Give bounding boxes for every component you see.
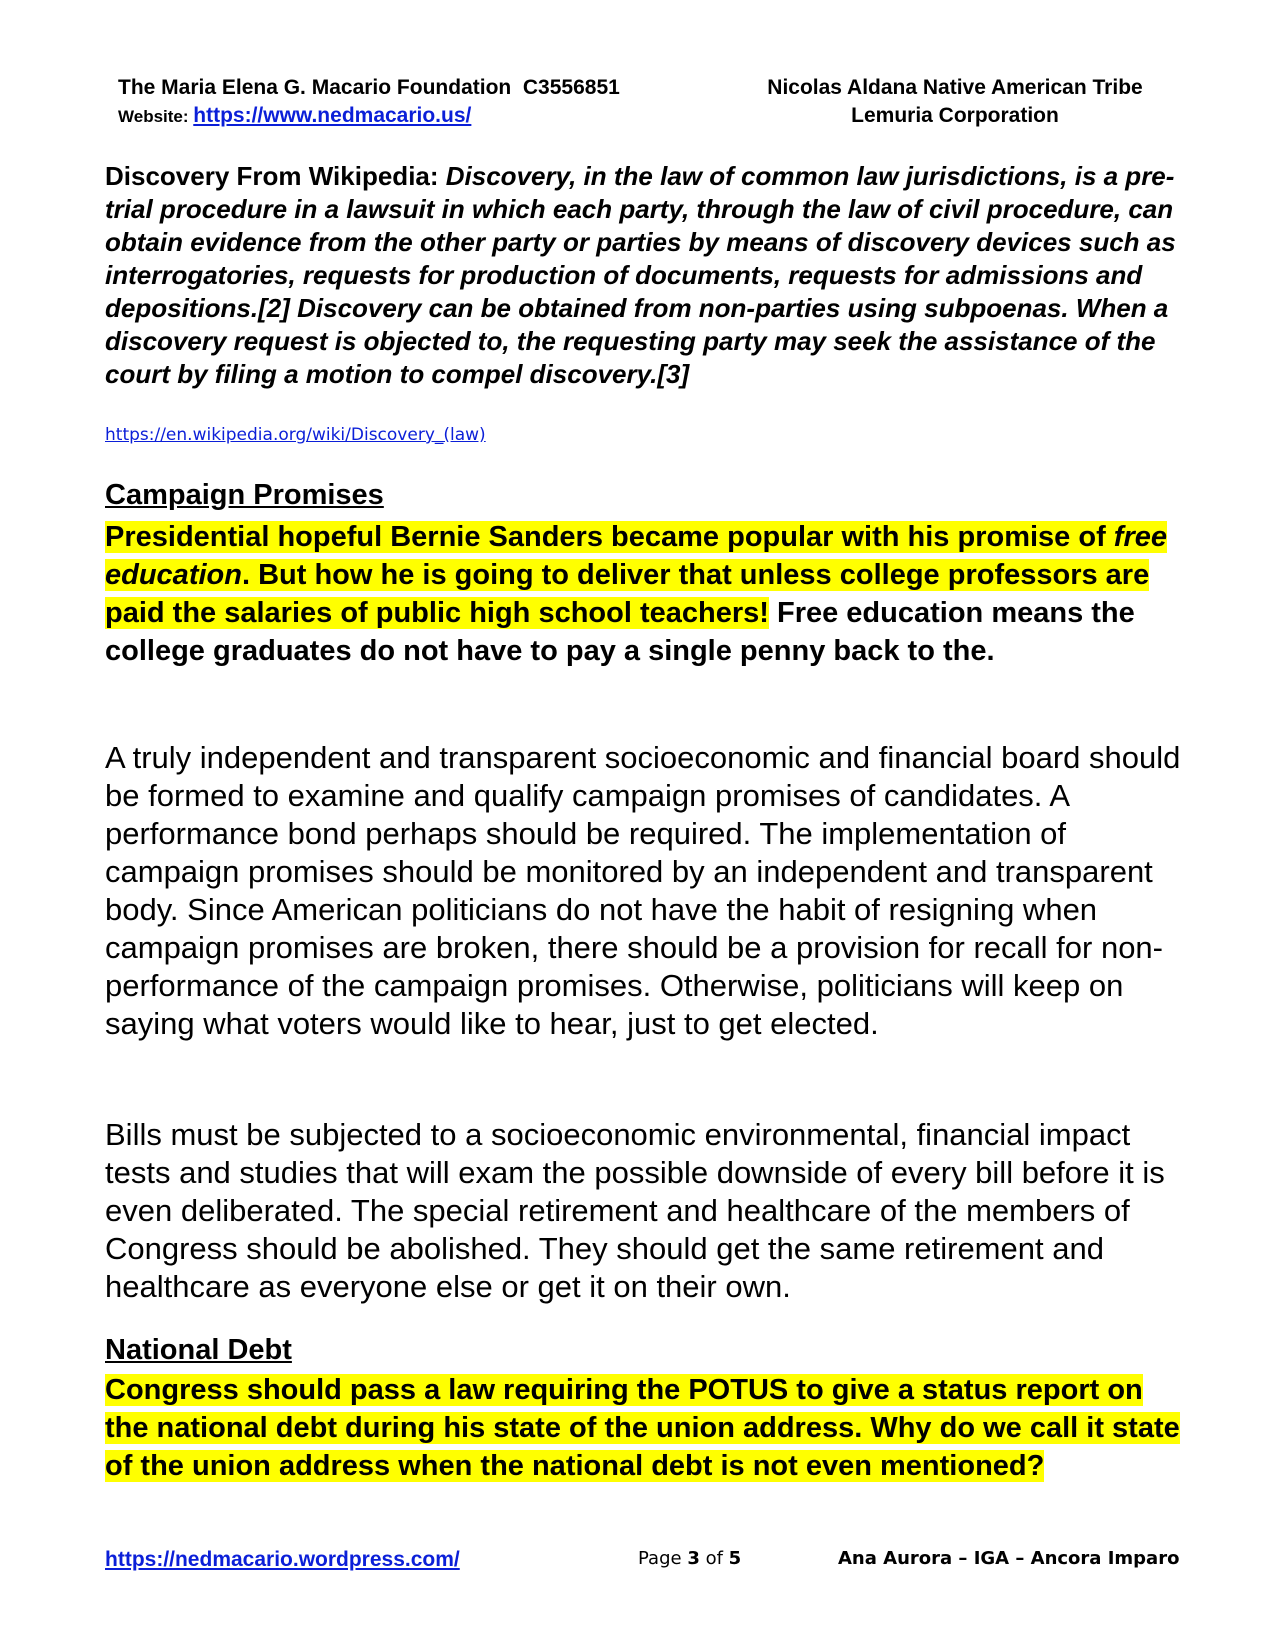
footer-attribution: Ana Aurora – IGA – Ancora Imparo bbox=[838, 1548, 1180, 1569]
campaign-highlight-paragraph bbox=[105, 518, 1185, 670]
discovery-quote: Discovery, in the law of common law jurisdictions, is a pre-trial procedure in a lawsuit in which each party, through the law of civil procedure, can obtain evidence from the other party or parties by means of discovery devices such as interrogatories, requests for production of documents, requests for admissions and depositions.[2] Discovery can be obtained from non-parties using subpoenas. When a discovery request is objected to, the requesting party may seek the assistance of the court by filing a motion to compel discovery.[3] bbox=[105, 161, 1176, 389]
discovery-paragraph bbox=[105, 160, 1185, 391]
website-label: Website: bbox=[118, 107, 194, 126]
page-number bbox=[638, 1548, 741, 1569]
website-link[interactable]: https://www.nedmacario.us/ bbox=[193, 104, 472, 127]
campaign-paragraph-2: Bills must be subjected to a socioeconomic environmental, financial impact tests and studies that will exam the possible downside of every bill before it is even deliberated. The special retirement and healthcare of the members of Congress should be abolished. They should get the same retirement and healthcare as everyone else or get it on their own. bbox=[105, 1117, 1165, 1304]
national-debt-paragraph bbox=[105, 1371, 1185, 1485]
footer-link[interactable]: https://nedmacario.wordpress.com/ bbox=[105, 1548, 460, 1571]
header-left bbox=[118, 74, 620, 131]
page-current: 3 bbox=[687, 1548, 700, 1569]
wikipedia-link[interactable]: https://en.wikipedia.org/wiki/Discovery_(law) bbox=[105, 425, 486, 445]
page-word: Page bbox=[638, 1548, 688, 1569]
foundation-title: The Maria Elena G. Macario Foundation C3556851 bbox=[118, 76, 620, 99]
campaign-promises-heading: Campaign Promises bbox=[105, 479, 384, 511]
highlight-italic-text: free education bbox=[105, 521, 1167, 591]
corporation-name: Lemuria Corporation bbox=[851, 104, 1059, 127]
page-of: of bbox=[699, 1548, 729, 1569]
discovery-label: Discovery From Wikipedia: bbox=[105, 161, 446, 191]
national-debt-highlight: Congress should pass a law requiring the POTUS to give a status report on the national debt during his state of the union address. Why do we call it state of the union address when the national debt is not even mentioned? bbox=[105, 1374, 1180, 1482]
tribe-name: Nicolas Aldana Native American Tribe bbox=[767, 76, 1143, 99]
highlight-text-2: . But how he is going to deliver that unless college professors are paid the salaries of public high school teachers! bbox=[105, 559, 1150, 629]
website-line bbox=[118, 102, 620, 131]
header-right bbox=[735, 74, 1175, 130]
campaign-paragraph-1: A truly independent and transparent socioeconomic and financial board should be formed to examine and qualify campaign promises of candidates. A performance bond perhaps should be required. The implementation of campaign promises should be monitored by an independent and transparent body. Since American politicians do not have the habit of resigning when campaign promises are broken, there should be a provision for recall for non-performance of the campaign promises. Otherwise, politicians will keep on saying what voters would like to hear, just to get elected. bbox=[105, 740, 1181, 1041]
highlight-text-1: Presidential hopeful Bernie Sanders became popular with his promise of bbox=[105, 521, 1114, 553]
page-total: 5 bbox=[728, 1548, 742, 1569]
campaign-bold-rest: Free education means the college graduates do not have to pay a single penny back to the. bbox=[105, 597, 1135, 667]
national-debt-heading: National Debt bbox=[105, 1334, 292, 1366]
